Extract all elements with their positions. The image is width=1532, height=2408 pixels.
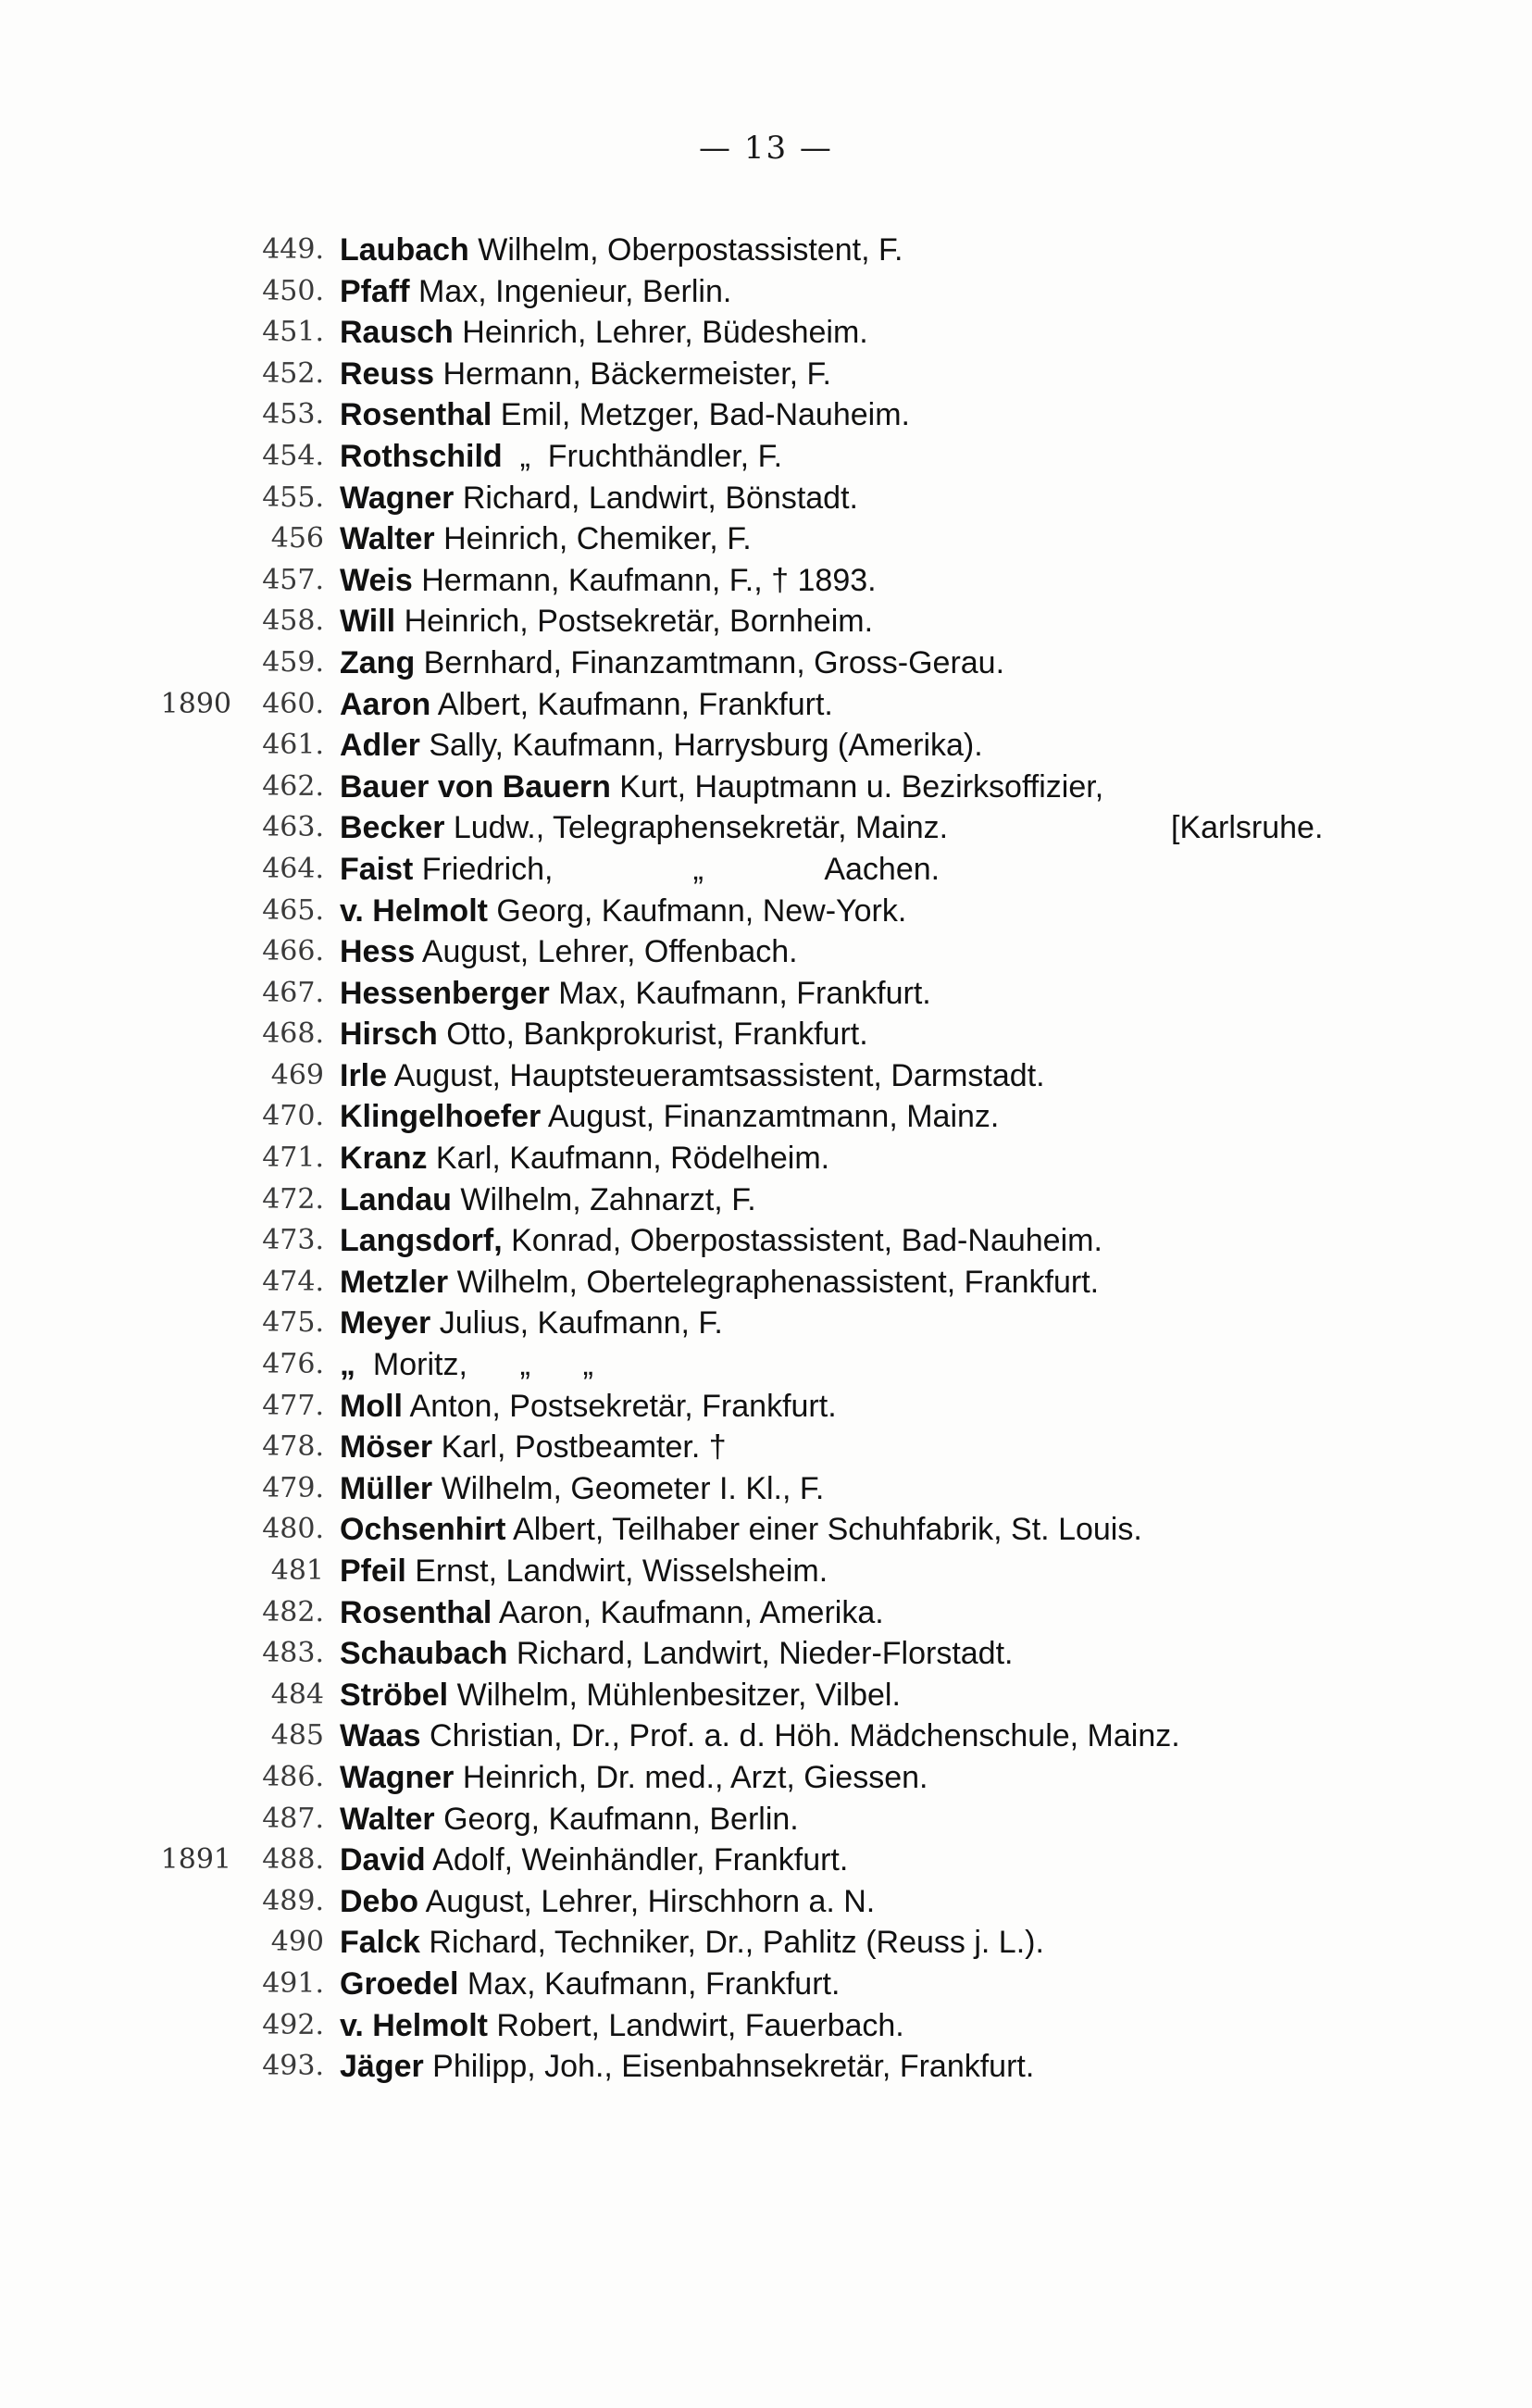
list-item xyxy=(0,1551,1532,1592)
entry-text xyxy=(340,1509,1142,1551)
entry-number: 460. xyxy=(262,687,324,720)
entry-number: 475. xyxy=(262,1306,324,1340)
list-item xyxy=(0,1757,1532,1799)
member-name: Waas xyxy=(340,1718,421,1754)
entry-number: 469 xyxy=(270,1058,324,1092)
entry-text xyxy=(340,1055,1045,1097)
entry-number: 488. xyxy=(262,1843,324,1877)
member-name: Möser xyxy=(340,1429,433,1466)
entry-text xyxy=(340,518,752,560)
entry-number: 467. xyxy=(262,976,324,1009)
entry-number: 450. xyxy=(262,274,324,307)
entry-number: 474. xyxy=(262,1265,324,1298)
member-name: Langsdorf, xyxy=(340,1223,503,1259)
entry-text xyxy=(340,1138,829,1179)
list-item xyxy=(0,2046,1532,2088)
list-item xyxy=(0,1138,1532,1179)
entry-number: 449. xyxy=(262,233,324,266)
list-item xyxy=(0,1675,1532,1716)
entry-number: 490 xyxy=(270,1926,324,1959)
entry-text xyxy=(340,601,873,643)
member-details: Albert, Kaufmann, Frankfurt. xyxy=(430,686,833,722)
member-details: Hermann, Bäckermeister, F. xyxy=(434,356,831,392)
list-item xyxy=(0,478,1532,519)
entry-number: 461. xyxy=(262,729,324,762)
member-name: Bauer von Bauern xyxy=(340,768,611,805)
member-name: Rosenthal xyxy=(340,1594,492,1630)
entry-text xyxy=(340,684,833,726)
member-details: Albert, Teilhaber einer Schuhfabrik, St. Louis. xyxy=(505,1512,1142,1548)
entry-text xyxy=(340,1675,901,1716)
entry-text xyxy=(340,312,868,354)
entry-number: 492. xyxy=(262,2008,324,2041)
member-name: Schaubach xyxy=(340,1636,508,1672)
member-name: Rothschild xyxy=(340,438,503,474)
entry-number: 493. xyxy=(262,2050,324,2083)
member-details: Max, Ingenieur, Berlin. xyxy=(409,273,732,309)
entry-text xyxy=(340,849,940,891)
entry-number: 472. xyxy=(262,1182,324,1216)
member-name: Landau xyxy=(340,1181,452,1217)
list-item xyxy=(0,643,1532,684)
entry-text xyxy=(340,807,948,849)
member-details: Richard, Techniker, Dr., Pahlitz (Reuss j. L.). xyxy=(419,1925,1044,1961)
member-name: Jäger xyxy=(340,2049,424,2085)
member-details: Max, Kaufmann, Frankfurt. xyxy=(458,1965,841,2002)
entry-number: 484 xyxy=(270,1678,324,1711)
member-details: Max, Kaufmann, Frankfurt. xyxy=(549,975,931,1011)
entry-number: 459. xyxy=(262,645,324,679)
year-marker: 1891 xyxy=(160,1843,231,1877)
list-item xyxy=(0,1427,1532,1468)
entry-number: 480. xyxy=(262,1513,324,1546)
list-item xyxy=(0,436,1532,478)
entry-text xyxy=(340,1881,875,1923)
member-details: Heinrich, Dr. med., Arzt, Giessen. xyxy=(454,1759,928,1795)
member-name: Faist xyxy=(340,851,414,887)
entry-number: 482. xyxy=(262,1595,324,1628)
member-name: Will xyxy=(340,604,396,640)
list-item xyxy=(0,1592,1532,1634)
entry-text xyxy=(340,643,1004,684)
entry-number: 453. xyxy=(262,398,324,431)
member-name: Laubach xyxy=(340,232,469,268)
entry-text xyxy=(340,1468,824,1510)
entry-text xyxy=(340,354,831,395)
member-details: „ Fruchthändler, F. xyxy=(502,438,783,474)
member-name: Pfeil xyxy=(340,1553,406,1589)
entry-text xyxy=(340,394,910,436)
member-name: Weis xyxy=(340,562,413,598)
member-details: Robert, Landwirt, Fauerbach. xyxy=(487,2007,904,2043)
member-name: David xyxy=(340,1842,426,1878)
entry-text xyxy=(340,891,906,932)
entry-text xyxy=(340,1014,868,1055)
list-item xyxy=(0,1220,1532,1262)
entry-text xyxy=(340,1922,1044,1964)
member-name: Becker xyxy=(340,810,445,846)
entry-text xyxy=(340,1592,884,1634)
list-item xyxy=(0,1055,1532,1097)
entry-text xyxy=(340,725,983,767)
list-item xyxy=(0,1179,1532,1221)
year-marker: 1890 xyxy=(160,687,231,720)
list-item xyxy=(0,1633,1532,1675)
entry-text xyxy=(340,973,931,1015)
entry-text xyxy=(340,1633,1013,1675)
entry-text xyxy=(340,1799,799,1840)
entry-number: 457. xyxy=(262,563,324,596)
list-item xyxy=(0,1509,1532,1551)
entry-text xyxy=(340,1551,828,1592)
list-item xyxy=(0,891,1532,932)
member-details: Wilhelm, Oberpostassistent, F. xyxy=(468,232,903,268)
member-details: Emil, Metzger, Bad-Nauheim. xyxy=(492,397,910,433)
entry-number: 485 xyxy=(270,1719,324,1753)
entry-text xyxy=(340,1716,1180,1757)
entry-text xyxy=(340,560,877,602)
member-name: Walter xyxy=(340,521,435,557)
member-name: Irle xyxy=(340,1057,388,1093)
entry-text xyxy=(340,1840,848,1881)
entry-text xyxy=(340,1427,727,1468)
member-details: Aaron, Kaufmann, Amerika. xyxy=(492,1594,884,1630)
list-item xyxy=(0,1386,1532,1428)
continuation-note: [Karlsruhe. xyxy=(1171,810,1324,846)
member-details: Karl, Kaufmann, Rödelheim. xyxy=(427,1141,830,1177)
entry-number: 454. xyxy=(262,439,324,472)
list-item xyxy=(0,518,1532,560)
member-details: Heinrich, Postsekretär, Bornheim. xyxy=(395,604,874,640)
member-name: Hess xyxy=(340,934,416,970)
member-name: Ochsenhirt xyxy=(340,1512,506,1548)
entry-text xyxy=(340,1220,1102,1262)
member-name: Aaron xyxy=(340,686,431,722)
member-name: Groedel xyxy=(340,1965,459,2002)
member-details: Sally, Kaufmann, Harrysburg (Amerika). xyxy=(419,728,983,764)
entry-number: 473. xyxy=(262,1224,324,1257)
entry-text xyxy=(340,271,731,313)
entry-text xyxy=(340,436,782,478)
list-item xyxy=(0,1262,1532,1304)
member-name: Rosenthal xyxy=(340,397,492,433)
entry-number: 479. xyxy=(262,1471,324,1504)
entry-text xyxy=(340,1303,723,1344)
entry-text xyxy=(340,1179,756,1221)
list-item xyxy=(0,312,1532,354)
list-item xyxy=(0,1096,1532,1138)
member-name: Walter xyxy=(340,1801,435,1837)
list-item xyxy=(0,1799,1532,1840)
list-item xyxy=(0,1964,1532,2005)
list-item xyxy=(0,807,1532,849)
list-item xyxy=(0,973,1532,1015)
member-details: August, Lehrer, Hirschhorn a. N. xyxy=(418,1883,876,1919)
member-details: Bernhard, Finanzamtmann, Gross-Gerau. xyxy=(415,644,1005,680)
member-name: Rausch xyxy=(340,315,454,351)
member-details: Hermann, Kaufmann, F., † 1893. xyxy=(412,562,877,598)
member-details: Philipp, Joh., Eisenbahnsekretär, Frankfurt. xyxy=(423,2049,1035,2085)
list-item xyxy=(0,1840,1532,1881)
list-item xyxy=(0,684,1532,726)
member-details: Georg, Kaufmann, New-York. xyxy=(487,892,907,929)
entry-number: 455. xyxy=(262,480,324,514)
entry-number: 464. xyxy=(262,852,324,885)
member-name: v. Helmolt xyxy=(340,2007,488,2043)
entry-number: 483. xyxy=(262,1637,324,1670)
list-item xyxy=(0,560,1532,602)
member-name: Müller xyxy=(340,1470,433,1506)
member-name: Hirsch xyxy=(340,1017,438,1053)
entry-text xyxy=(340,478,858,519)
member-details: Heinrich, Chemiker, F. xyxy=(434,521,752,557)
member-details: Kurt, Hauptmann u. Bezirksoffizier, xyxy=(610,768,1104,805)
entry-number: 468. xyxy=(262,1017,324,1051)
entry-number: 486. xyxy=(262,1760,324,1793)
entry-number: 470. xyxy=(262,1100,324,1133)
member-name: v. Helmolt xyxy=(340,892,488,929)
member-details: Wilhelm, Mühlenbesitzer, Vilbel. xyxy=(448,1677,901,1713)
entry-number: 481 xyxy=(270,1554,324,1587)
entry-text xyxy=(340,1344,593,1386)
list-item xyxy=(0,601,1532,643)
entry-number: 452. xyxy=(262,356,324,390)
member-details: August, Lehrer, Offenbach. xyxy=(415,934,798,970)
member-details: Wilhelm, Obertelegraphenassistent, Frankfurt. xyxy=(448,1264,1100,1300)
member-details: Wilhelm, Zahnarzt, F. xyxy=(451,1181,756,1217)
member-details: Ludw., Telegraphensekretär, Mainz. xyxy=(444,810,949,846)
entry-number: 491. xyxy=(262,1966,324,2000)
entry-text xyxy=(340,1096,999,1138)
member-name: „ xyxy=(340,1347,355,1383)
entry-text xyxy=(340,230,903,271)
list-item xyxy=(0,1014,1532,1055)
list-item xyxy=(0,394,1532,436)
member-name: Hessenberger xyxy=(340,975,550,1011)
member-name: Ströbel xyxy=(340,1677,449,1713)
entry-number: 489. xyxy=(262,1884,324,1917)
member-name: Metzler xyxy=(340,1264,449,1300)
list-item xyxy=(0,849,1532,891)
member-details: Julius, Kaufmann, F. xyxy=(430,1305,723,1341)
list-item xyxy=(0,354,1532,395)
member-name: Zang xyxy=(340,644,416,680)
entry-number: 451. xyxy=(262,316,324,349)
member-name: Klingelhoefer xyxy=(340,1099,542,1135)
member-name: Debo xyxy=(340,1883,418,1919)
entry-text xyxy=(340,1757,928,1799)
entry-number: 463. xyxy=(262,811,324,844)
entry-text xyxy=(340,2005,904,2047)
list-item xyxy=(0,1344,1532,1386)
entry-text xyxy=(340,2046,1034,2088)
entry-number: 477. xyxy=(262,1389,324,1422)
list-item xyxy=(0,767,1532,808)
member-list xyxy=(0,230,1532,2088)
list-item xyxy=(0,725,1532,767)
member-details: Ernst, Landwirt, Wisselsheim. xyxy=(405,1553,828,1589)
member-name: Pfaff xyxy=(340,273,410,309)
member-details: August, Finanzamtmann, Mainz. xyxy=(541,1099,1000,1135)
member-name: Wagner xyxy=(340,1759,455,1795)
list-item xyxy=(0,271,1532,313)
entry-number: 458. xyxy=(262,605,324,638)
entry-text xyxy=(340,931,798,973)
entry-text xyxy=(340,767,1103,808)
member-name: Moll xyxy=(340,1388,403,1424)
member-name: Adler xyxy=(340,728,420,764)
entry-number: 466. xyxy=(262,935,324,968)
member-details: Wilhelm, Geometer I. Kl., F. xyxy=(432,1470,825,1506)
entry-text xyxy=(340,1262,1099,1304)
member-details: Adolf, Weinhändler, Frankfurt. xyxy=(425,1842,849,1878)
member-details: Heinrich, Lehrer, Büdesheim. xyxy=(453,315,868,351)
member-name: Kranz xyxy=(340,1141,428,1177)
list-item xyxy=(0,1716,1532,1757)
member-details: Friedrich, „ Aachen. xyxy=(413,851,940,887)
entry-number: 462. xyxy=(262,769,324,803)
page-number: — 13 — xyxy=(699,130,833,167)
member-details: Georg, Kaufmann, Berlin. xyxy=(434,1801,799,1837)
list-item xyxy=(0,1922,1532,1964)
entry-number: 456 xyxy=(270,522,324,555)
list-item xyxy=(0,931,1532,973)
entry-number: 478. xyxy=(262,1430,324,1464)
member-details: Richard, Landwirt, Bönstadt. xyxy=(454,480,858,516)
list-item xyxy=(0,1468,1532,1510)
member-details: Anton, Postsekretär, Frankfurt. xyxy=(402,1388,837,1424)
member-name: Wagner xyxy=(340,480,455,516)
member-name: Reuss xyxy=(340,356,435,392)
member-details: Christian, Dr., Prof. a. d. Höh. Mädchenschule, Mainz. xyxy=(420,1718,1180,1754)
member-details: Moritz, „ „ xyxy=(355,1347,593,1383)
member-name: Falck xyxy=(340,1925,420,1961)
list-item xyxy=(0,230,1532,271)
entry-number: 487. xyxy=(262,1802,324,1835)
member-details: August, Hauptsteueramtsassistent, Darmstadt. xyxy=(387,1057,1045,1093)
entry-number: 465. xyxy=(262,893,324,927)
entry-number: 471. xyxy=(262,1142,324,1175)
entry-text xyxy=(340,1386,837,1428)
member-details: Richard, Landwirt, Nieder-Florstadt. xyxy=(507,1636,1014,1672)
member-details: Otto, Bankprokurist, Frankfurt. xyxy=(437,1017,868,1053)
member-name: Meyer xyxy=(340,1305,431,1341)
list-item xyxy=(0,2005,1532,2047)
entry-text xyxy=(340,1964,840,2005)
member-details: Karl, Postbeamter. † xyxy=(432,1429,727,1466)
list-item xyxy=(0,1881,1532,1923)
list-item xyxy=(0,1303,1532,1344)
member-details: Konrad, Oberpostassistent, Bad-Nauheim. xyxy=(502,1223,1102,1259)
entry-number: 476. xyxy=(262,1348,324,1381)
